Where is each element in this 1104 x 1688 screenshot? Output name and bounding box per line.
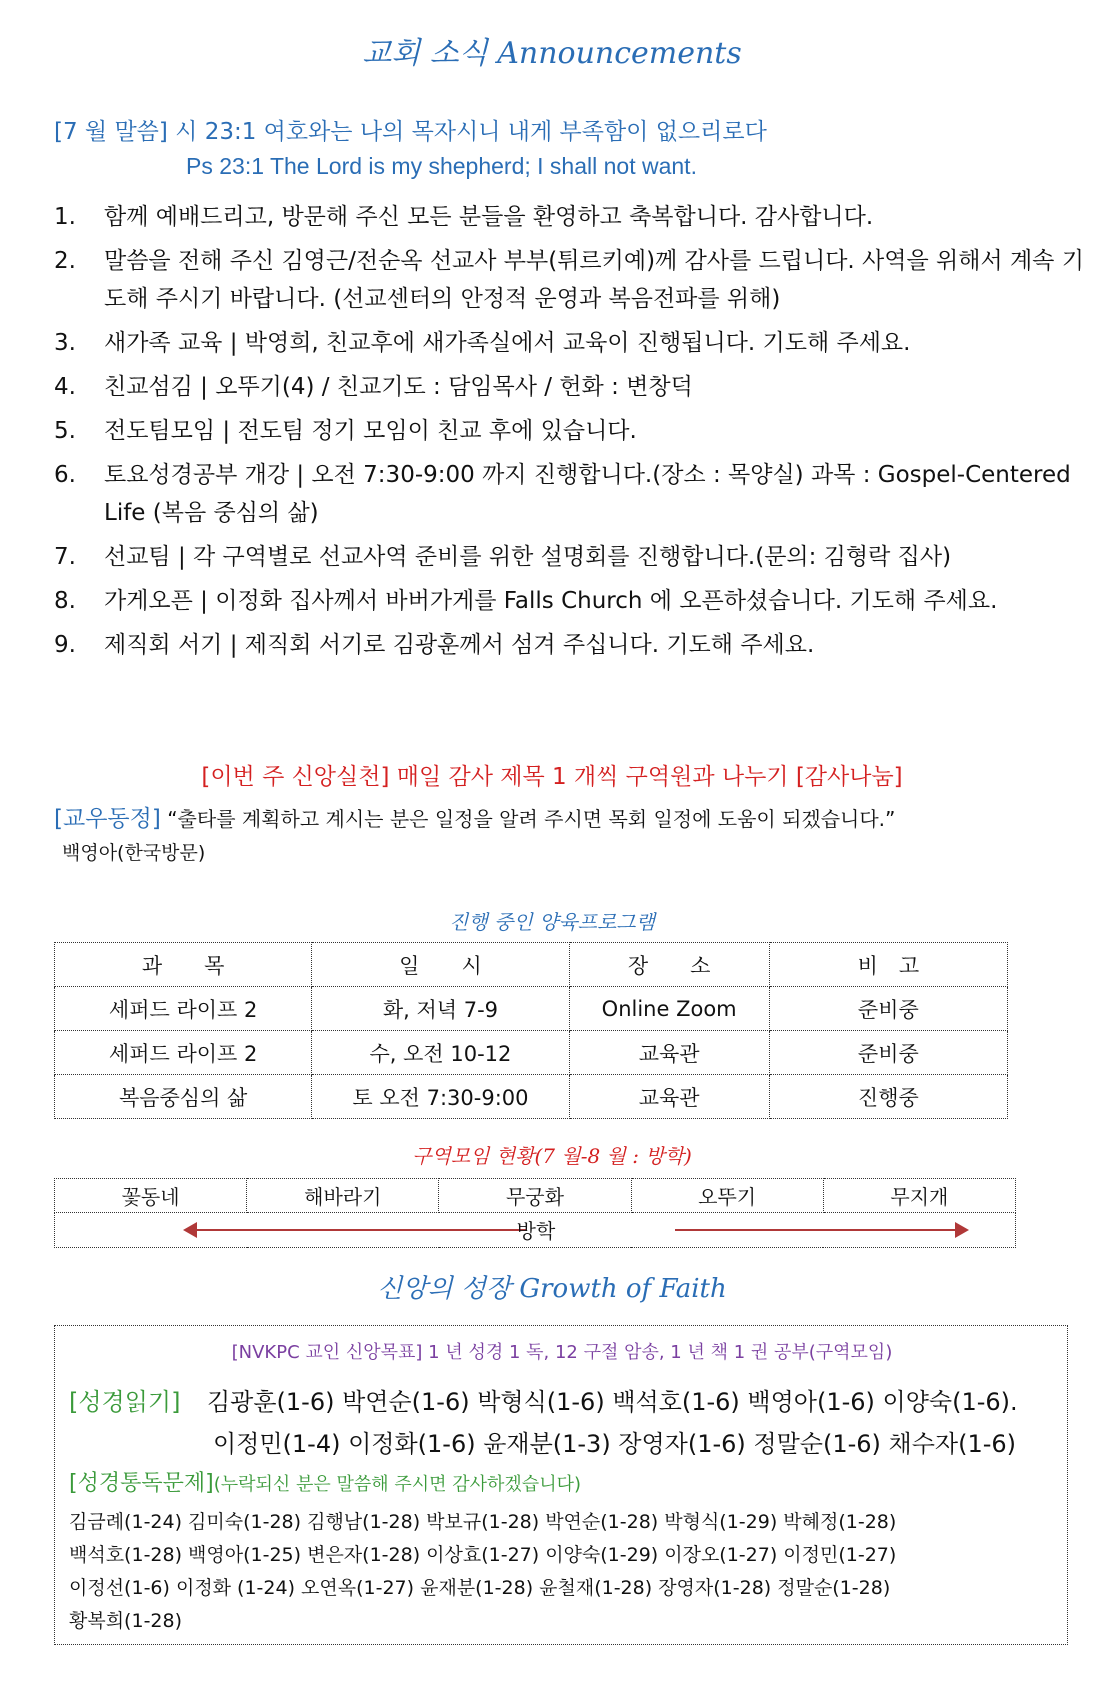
item-text: 친교섬김 | 오뚜기(4) / 친교기도 : 담임목사 / 헌화 : 변창덕 bbox=[104, 374, 693, 400]
item-number: 6. bbox=[54, 462, 76, 488]
table-cell: 준비중 bbox=[769, 987, 1007, 1031]
member-news-text: “출타를 계획하고 계시는 분은 일정을 알려 주시면 목회 일정에 도움이 되겠습니다.” bbox=[167, 807, 896, 831]
cell-group-name: 오뚜기 bbox=[631, 1179, 823, 1213]
list-item bbox=[54, 242, 1084, 318]
item-number: 7. bbox=[54, 544, 76, 570]
cell-group-name: 꽃동네 bbox=[55, 1179, 247, 1213]
column-header: 일 시 bbox=[312, 943, 569, 987]
table-row bbox=[55, 987, 1008, 1031]
vacation-label: 방학 bbox=[516, 1219, 556, 1243]
programs-table bbox=[54, 942, 1008, 1119]
table-row bbox=[55, 1075, 1008, 1119]
item-text: 새가족 교육 | 박영희, 친교후에 새가족실에서 교육이 진행됩니다. 기도해 주세요. bbox=[104, 330, 911, 356]
list-item: 이정선(1-6) 이정화 (1-24) 오연옥(1-27) 윤재분(1-28) 윤철재(1-28) 장영자(1-28) 정말순(1-28) bbox=[69, 1577, 891, 1599]
bible-problems-label: [성경통독문제] bbox=[69, 1471, 214, 1496]
item-text: 말씀을 전해 주신 김영근/전순옥 선교사 부부(튀르키예)께 감사를 드립니다. 사역을 위해서 계속 기도해 주시기 바랍니다. (선교센터의 안정적 운영과 복음전파를 위해) bbox=[104, 248, 1084, 312]
table-cell: 세퍼드 라이프 2 bbox=[55, 1031, 312, 1075]
item-text: 함께 예배드리고, 방문해 주신 모든 분들을 환영하고 축복합니다. 감사합니다. bbox=[104, 204, 874, 230]
table-cell: 세퍼드 라이프 2 bbox=[55, 987, 312, 1031]
item-number: 8. bbox=[54, 588, 76, 614]
bible-reading-line-2: 이정민(1-4) 이정화(1-6) 윤재분(1-3) 장영자(1-6) 정말순(1-6) 채수자(1-6) bbox=[213, 1430, 1017, 1458]
item-number: 3. bbox=[54, 330, 76, 356]
item-number: 5. bbox=[54, 418, 76, 444]
bible-reading-label: [성경읽기] bbox=[69, 1388, 181, 1416]
item-text: 가게오픈 | 이정화 집사께서 바버가게를 Falls Church 에 오픈하셨습니다. 기도해 주세요. bbox=[104, 588, 998, 614]
member-news bbox=[54, 800, 895, 833]
table-row bbox=[55, 1213, 1016, 1248]
arrow-line-right bbox=[675, 1229, 957, 1231]
member-news-name: 백영아(한국방문) bbox=[62, 842, 206, 864]
bible-reading-line-1: 김광훈(1-6) 박연순(1-6) 박형식(1-6) 백석호(1-6) 백영아(1-6) 이양숙(1-6). bbox=[207, 1388, 1018, 1416]
cells-table bbox=[54, 1178, 1016, 1248]
cell-group-name: 무궁화 bbox=[439, 1179, 631, 1213]
verse-korean: [7 월 말씀] 시 23:1 여호와는 나의 목자시니 내게 부족함이 없으리로다 bbox=[54, 119, 767, 145]
list-item bbox=[54, 368, 1084, 406]
table-cell: 수, 오전 10-12 bbox=[312, 1031, 569, 1075]
table-cell: 교육관 bbox=[569, 1075, 769, 1119]
table-cell: 토 오전 7:30-9:00 bbox=[312, 1075, 569, 1119]
announcement-list bbox=[54, 198, 1084, 670]
list-item bbox=[54, 198, 1084, 236]
table-cell: 교육관 bbox=[569, 1031, 769, 1075]
table-row bbox=[55, 1031, 1008, 1075]
list-item: 김금례(1-24) 김미숙(1-28) 김행남(1-28) 박보규(1-28) 박연순(1-28) 박형식(1-29) 박혜정(1-28) bbox=[69, 1511, 897, 1533]
arrow-right-icon bbox=[955, 1222, 969, 1238]
cell-group-name: 해바라기 bbox=[247, 1179, 439, 1213]
member-news-tag: [교우동정] bbox=[54, 806, 161, 832]
bible-problems-list bbox=[69, 1506, 1059, 1638]
list-item bbox=[54, 324, 1084, 362]
item-text: 토요성경공부 개강 | 오전 7:30-9:00 까지 진행합니다.(장소 : 목양실) 과목 : Gospel-Centered Life (복음 중심의 삶) bbox=[104, 462, 1071, 526]
column-header: 장 소 bbox=[569, 943, 769, 987]
item-number: 4. bbox=[54, 374, 76, 400]
table-cell: 진행중 bbox=[769, 1075, 1007, 1119]
weekly-practice: [이번 주 신앙실천] 매일 감사 제목 1 개씩 구역원과 나누기 [감사나눔] bbox=[201, 764, 903, 790]
list-item bbox=[54, 538, 1084, 576]
growth-box bbox=[54, 1325, 1068, 1645]
column-header: 비 고 bbox=[769, 943, 1007, 987]
item-text: 제직회 서기 | 제직회 서기로 김광훈께서 섬겨 주십니다. 기도해 주세요. bbox=[104, 632, 815, 658]
list-item bbox=[54, 626, 1084, 664]
growth-title: 신앙의 성장 Growth of Faith bbox=[377, 1274, 727, 1304]
list-item bbox=[54, 412, 1084, 450]
table-header-row bbox=[55, 943, 1008, 987]
item-text: 전도팀모임 | 전도팀 정기 모임이 친교 후에 있습니다. bbox=[104, 418, 637, 444]
vacation-arrow-row bbox=[55, 1213, 1015, 1247]
verse-english: Ps 23:1 The Lord is my shepherd; I shall not want. bbox=[186, 153, 697, 179]
item-number: 2. bbox=[54, 248, 76, 274]
item-number: 9. bbox=[54, 632, 76, 658]
list-item: 황복희(1-28) bbox=[69, 1610, 183, 1632]
item-number: 1. bbox=[54, 204, 76, 230]
cell-group-name: 무지개 bbox=[823, 1179, 1015, 1213]
page-title: 교회 소식 Announcements bbox=[362, 36, 742, 71]
table-cell: Online Zoom bbox=[569, 987, 769, 1031]
table-header-row bbox=[55, 1179, 1016, 1213]
table-cell: 화, 저녁 7-9 bbox=[312, 987, 569, 1031]
programs-title: 진행 중인 양육프로그램 bbox=[449, 910, 655, 934]
list-item bbox=[54, 456, 1084, 532]
list-item bbox=[54, 582, 1084, 620]
item-text: 선교팀 | 각 구역별로 선교사역 준비를 위한 설명회를 진행합니다.(문의: 김형락 집사) bbox=[104, 544, 952, 570]
faith-goal: [NVKPC 교인 신앙목표] 1 년 성경 1 독, 12 구절 암송, 1 년 책 1 권 공부(구역모임) bbox=[231, 1342, 893, 1363]
table-cell: 복음중심의 삶 bbox=[55, 1075, 312, 1119]
column-header: 과 목 bbox=[55, 943, 312, 987]
bible-problems-note: (누락되신 분은 말씀해 주시면 감사하겠습니다) bbox=[213, 1474, 581, 1495]
list-item: 백석호(1-28) 백영아(1-25) 변은자(1-28) 이상효(1-27) 이양숙(1-29) 이장오(1-27) 이정민(1-27) bbox=[69, 1544, 897, 1566]
bible-problems-heading bbox=[69, 1466, 581, 1497]
cells-title: 구역모임 현황(7 월-8 월 : 방학) bbox=[412, 1144, 692, 1168]
table-cell: 준비중 bbox=[769, 1031, 1007, 1075]
